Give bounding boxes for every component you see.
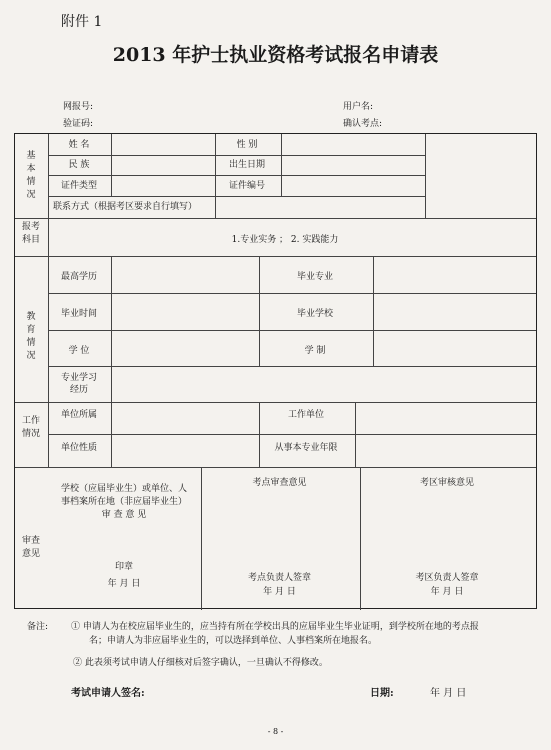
- photo-col-divider: [425, 134, 426, 218]
- page-number: - 8 -: [267, 727, 284, 736]
- col-divider: [111, 134, 112, 196]
- region-review-date: 年 月 日: [430, 587, 464, 597]
- unit-affiliation-label: 单位所属: [60, 410, 97, 420]
- school-label: 毕业学校: [296, 309, 333, 319]
- col-divider: [355, 402, 356, 467]
- row-divider: [48, 330, 536, 331]
- col-divider: [281, 134, 282, 196]
- unit-nature-label: 单位性质: [60, 443, 97, 453]
- region-signature-label: 考区负责人签章: [415, 573, 479, 583]
- section-review-label: 审查 意见: [21, 536, 40, 559]
- id-type-label: 证件类型: [60, 181, 97, 191]
- row-divider: [15, 402, 536, 403]
- note-2: ② 此表须考试申请人仔细核对后签字确认，一旦确认不得修改。: [73, 658, 328, 668]
- contact-label: 联系方式（根据考区要求自行填写）: [53, 202, 198, 212]
- attachment-label: 附件 1: [61, 14, 103, 30]
- confirm-site-label: 确认考点:: [343, 119, 383, 129]
- gender-label: 性 别: [236, 140, 258, 150]
- col-divider: [111, 256, 112, 402]
- subject-options: 1.专业实务 ； 2. 实践能力: [231, 235, 339, 245]
- section-basic-label: 基 本 情 况: [26, 151, 36, 200]
- study-history-label: 专业学习 经历: [60, 373, 97, 395]
- section-education-label: 教 育 情 况: [26, 312, 36, 361]
- section-subject-label: 报考 科目: [21, 222, 40, 245]
- row-divider: [15, 467, 536, 468]
- col-divider: [111, 402, 112, 467]
- study-system-label: 学 制: [304, 346, 326, 356]
- work-unit-label: 工作单位: [287, 410, 324, 420]
- form-title: 2013 年护士执业资格考试报名申请表: [112, 44, 439, 66]
- row-divider: [48, 293, 536, 294]
- web-id-label: 网报号:: [63, 102, 94, 112]
- date-label: 日期:: [370, 688, 394, 699]
- graduation-time-label: 毕业时间: [60, 309, 97, 319]
- highest-education-label: 最高学历: [60, 272, 97, 282]
- user-name-label: 用户名:: [343, 102, 374, 112]
- major-label: 毕业专业: [296, 272, 333, 282]
- note-1-line-1: ① 申请人为在校应届毕业生的，应当持有所在学校出具的应届毕业生毕业证明，到学校所在地的考点报: [71, 622, 479, 632]
- signature-date-fields: 年 月 日: [430, 688, 467, 699]
- site-review-date: 年 月 日: [263, 587, 296, 597]
- site-signature-label: 考点负责人签章: [247, 573, 311, 583]
- row-divider: [48, 175, 425, 176]
- col-divider: [373, 256, 374, 366]
- row-divider: [48, 155, 425, 156]
- name-label: 姓 名: [68, 140, 90, 150]
- site-review-opinion-label: 考点审查意见: [252, 478, 307, 488]
- school-review-date: 年 月 日: [107, 579, 141, 589]
- years-in-profession-label: 从事本专业年限: [274, 443, 338, 453]
- school-review-text: 学校（应届毕业生）或单位、人 事档案所在地（非应届毕业生） 审 查 意 见: [60, 484, 187, 520]
- row-divider: [48, 434, 536, 435]
- row-divider: [15, 218, 536, 219]
- verify-code-label: 验证码:: [63, 119, 94, 129]
- note-1-line-2: 名；申请人为非应届毕业生的，可以选择到单位、人事档案所在地报名。: [89, 636, 378, 646]
- row-divider: [48, 196, 425, 197]
- seal-label: 印章: [114, 562, 133, 572]
- section-work-label: 工作 情况: [21, 416, 40, 439]
- row-divider: [15, 256, 536, 257]
- degree-label: 学 位: [68, 346, 90, 356]
- row-divider: [48, 366, 536, 367]
- notes-label: 备注:: [27, 622, 49, 632]
- ethnicity-label: 民 族: [68, 160, 90, 170]
- id-number-label: 证件编号: [228, 181, 265, 191]
- birth-date-label: 出生日期: [228, 160, 265, 170]
- applicant-signature-label: 考试申请人签名:: [71, 688, 145, 699]
- region-review-opinion-label: 考区审核意见: [419, 478, 474, 488]
